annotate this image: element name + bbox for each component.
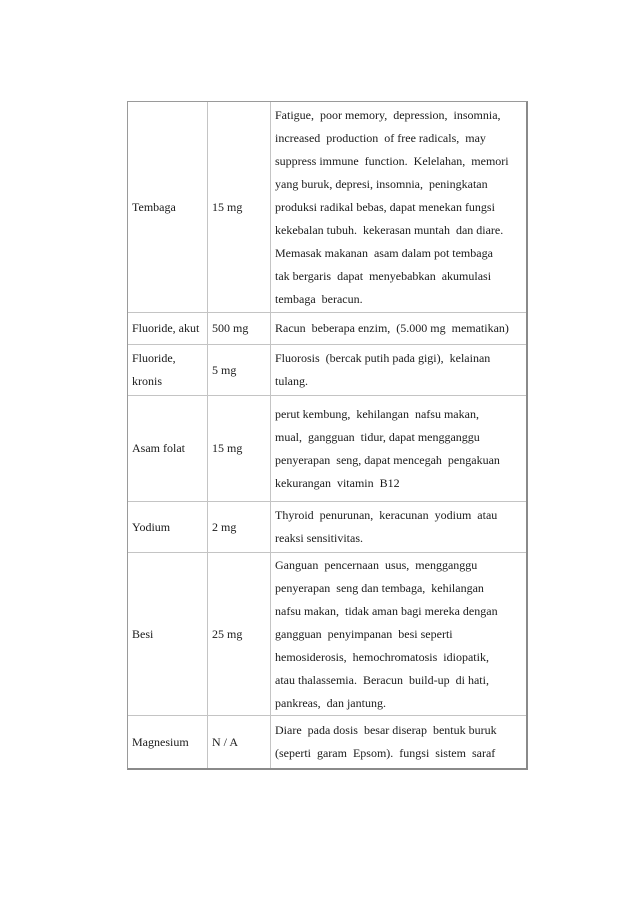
nutrient-name-cell — [128, 345, 208, 396]
nutrient-name: Magnesium — [132, 734, 189, 749]
effects-line: Diare pada dosis besar diserap bentuk buruk — [275, 723, 497, 737]
effects-line: Fluorosis (bercak putih pada gigi), kelainan — [275, 351, 491, 365]
effects-line: kekebalan tubuh. kekerasan muntah dan diare. — [275, 222, 504, 237]
effects-line: atau thalassemia. Beracun build-up di hati, — [275, 672, 489, 687]
dose-value: 15 mg — [212, 441, 243, 455]
dose-cell — [208, 313, 271, 345]
effects-line: increased production of free radicals, may — [275, 130, 486, 145]
effects-line: gangguan penyimpanan besi seperti — [275, 626, 453, 641]
dose-value: 2 mg — [212, 519, 237, 534]
table-row — [128, 716, 526, 768]
effects-cell — [271, 716, 526, 768]
effects-cell — [271, 345, 526, 396]
dose-value: N / A — [212, 734, 239, 749]
effects-line: penyerapan seng dan tembaga, kehilangan — [275, 580, 484, 595]
nutrient-name-cell — [128, 396, 208, 502]
effects-line: tembaga beracun. — [275, 291, 363, 306]
effects-cell — [271, 313, 526, 345]
effects-line: Ganguan pencernaan usus, mengganggu — [275, 557, 478, 572]
effects-line: yang buruk, depresi, insomnia, peningkatan — [275, 176, 488, 191]
dose-value: 5 mg — [212, 362, 237, 377]
table-body — [128, 102, 526, 768]
nutrient-name: Yodium — [132, 519, 171, 534]
effects-line: hemosiderosis, hemochromatosis idiopatik, — [275, 649, 489, 664]
effects-line: Thyroid penurunan, keracunan yodium atau — [275, 508, 498, 522]
nutrient-name-cell — [128, 102, 208, 313]
table-row — [128, 553, 526, 716]
effects-line: mual, gangguan tidur, dapat mengganggu — [275, 429, 480, 444]
dose-cell — [208, 716, 271, 768]
nutrient-name-line: kronis — [132, 374, 162, 388]
nutrient-name-cell — [128, 716, 208, 768]
effects-line: Racun beberapa enzim, (5.000 mg mematikan) — [275, 321, 509, 335]
effects-line: suppress immune function. Kelelahan, memori — [275, 153, 509, 168]
nutrient-name: Tembaga — [132, 199, 176, 214]
nutrient-name: Besi — [132, 626, 154, 641]
table-row — [128, 502, 526, 553]
effects-line: (seperti garam Epsom). fungsi sistem saraf — [275, 746, 496, 760]
effects-cell — [271, 102, 526, 313]
effects-line: reaksi sensitivitas. — [275, 531, 363, 545]
nutrient-name-cell — [128, 313, 208, 345]
dose-value: 15 mg — [212, 199, 243, 214]
effects-cell — [271, 396, 526, 502]
dose-cell — [208, 553, 271, 716]
table-row — [128, 396, 526, 502]
dose-cell — [208, 502, 271, 553]
table-row — [128, 102, 526, 313]
dose-cell — [208, 345, 271, 396]
dose-cell — [208, 396, 271, 502]
effects-line: produksi radikal bebas, dapat menekan fungsi — [275, 199, 495, 214]
table-row — [128, 313, 526, 345]
effects-line: Fatigue, poor memory, depression, insomnia, — [275, 107, 501, 122]
effects-line: Memasak makanan asam dalam pot tembaga — [275, 245, 493, 260]
dose-cell — [208, 102, 271, 313]
effects-line: penyerapan seng, dapat mencegah pengakuan — [275, 452, 500, 467]
effects-cell — [271, 502, 526, 553]
effects-line: nafsu makan, tidak aman bagi mereka dengan — [275, 603, 498, 618]
effects-line: tak bergaris dapat menyebabkan akumulasi — [275, 268, 492, 283]
nutrient-toxicity-table — [127, 101, 528, 770]
nutrient-name-cell — [128, 502, 208, 553]
effects-line: tulang. — [275, 374, 308, 388]
effects-line: pankreas, dan jantung. — [275, 695, 386, 710]
dose-value: 25 mg — [212, 626, 243, 641]
effects-cell — [271, 553, 526, 716]
nutrient-name-line: Fluoride, — [132, 351, 176, 365]
dose-value: 500 mg — [212, 321, 249, 335]
table-row — [128, 345, 526, 396]
nutrient-name: Asam folat — [132, 441, 185, 455]
nutrient-name-cell — [128, 553, 208, 716]
nutrient-name: Fluoride, akut — [132, 321, 200, 335]
effects-line: perut kembung, kehilangan nafsu makan, — [275, 406, 479, 421]
effects-line: kekurangan vitamin B12 — [275, 475, 400, 490]
